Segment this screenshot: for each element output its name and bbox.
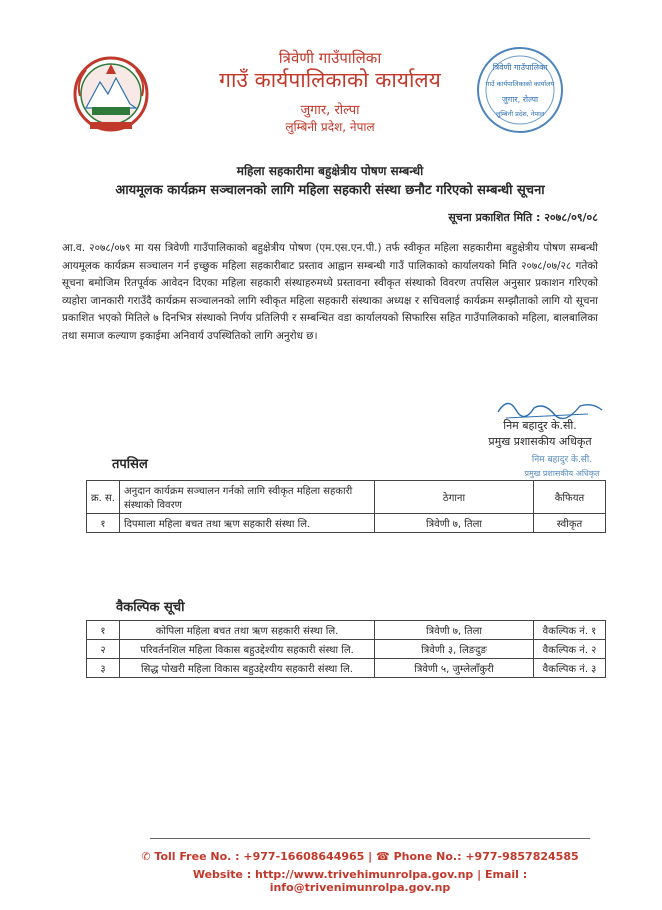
cell-serial: १ (87, 621, 120, 640)
notice-title-line1: महिला सहकारीमा बहुक्षेत्रीय पोषण सम्बन्धी (236, 164, 424, 178)
table-row (87, 514, 606, 533)
phone-number[interactable]: +977-9857824585 (465, 850, 579, 863)
website-label: Website : (192, 868, 252, 881)
sig-stamp-title: प्रमुख प्रशासकीय अधिकृत (524, 469, 600, 478)
table-row (87, 621, 606, 640)
notice-title-line2: आयमूलक कार्यक्रम सञ्चालनको लागि महिला सहकारी संस्था छनौट गरिएको सम्बन्धी सूचना (115, 183, 545, 198)
table-row (87, 659, 606, 678)
tollfree-label: Toll Free No. : (154, 850, 240, 863)
published-date: सूचना प्रकाशित मिति : २०७८/०९/०८ (448, 211, 598, 224)
cell-remarks: वैकल्पिक नं. ३ (534, 659, 606, 678)
website-link[interactable]: http://www.trivehimunrolpa.gov.np (255, 868, 474, 881)
header-remarks: कैफियत (534, 481, 606, 514)
email-link[interactable]: info@trivenimunrolpa.gov.np (269, 881, 451, 894)
cell-serial: १ (87, 514, 120, 533)
sig-stamp-name: निम बहादुर के.सी. (531, 455, 593, 465)
cell-remarks: वैकल्पिक नं. २ (534, 640, 606, 659)
approved-table (86, 480, 606, 533)
cell-coop-name: सिद्ध पोखरी महिला विकास बहुउद्देश्यीय सहकारी संस्था लि. (120, 659, 375, 678)
office-stamp (470, 40, 570, 140)
footer-divider (150, 838, 590, 839)
cell-address: त्रिवेणी ५, जुम्लेलाँकुरी (375, 659, 534, 678)
cell-serial: ३ (87, 659, 120, 678)
footer-web-line: Website : http://www.trivehimunrolpa.gov.np | Email : info@trivenimunrolpa.gov.np (192, 868, 528, 894)
cell-address: त्रिवेणी ७, तिला (375, 621, 534, 640)
stamp-text-office: गाउँ कार्यपालिकाको कार्यालय (485, 80, 555, 88)
office-address: जुगार, रोल्पा (300, 103, 360, 118)
signature-stamp (502, 448, 622, 484)
cell-coop-name: दिपमाला महिला बचत तथा ऋण सहकारी संस्था लि. (120, 514, 375, 533)
cell-remarks: वैकल्पिक नं. १ (534, 621, 606, 640)
signatory-title: प्रमुख प्रशासकीय अधिकृत (488, 435, 592, 448)
email-label: Email : (484, 868, 528, 881)
table-row (87, 640, 606, 659)
notice-body: आ.व. २०७८/०७९ मा यस त्रिवेणी गाउँपालिकाको बहुक्षेत्रीय पोषण (एम.एस.एन.पी.) तर्फ स्वीकृत महिला सहकारीमा बहुक्षेत्रीय पोषण सम्बन्धी आयमूलक कार्यक्रम सञ्चालन गर्न इच्छुक महिला सहकारीबाट प्रस्ताव आह्वान सम्बन्धी गाउँ पालिकाको कार्यालयको मिति २०७८/०७/२८ गतेको सूचना बमोजिम रितपूर्वक आवेदन दिएका महिला सहकारी संस्थाहरुमध्ये प्रस्तावना स्वीकृत संस्थाको विवरण तपसिल अनुसार प्रकाशन गरिएको व्यहोरा जानकारी गराउँदै कार्यक्रम सञ्चालनको लागि स्वीकृत महिला सहकारी संस्थाका अध्यक्ष र सचिवलाई कार्यक्रम सम्झौताको लागि यो सूचना प्रकाशित भएको मितिले ७ दिनभित्र संस्थाको निर्णय प्रतिलिपी र सम्बन्धित वडा कार्यालयको सिफारिस सहित गाउँपालिकाको महिला, बालबालिका तथा समाज कल्याण इकाईमा अनिवार्य उपस्थितिको लागि अनुरोध छ। (62, 242, 598, 342)
phone-icon: ☎ (376, 850, 390, 863)
cell-coop-name: कोपिला महिला बचत तथा ऋण सहकारी संस्था लि. (120, 621, 375, 640)
office-province: लुम्बिनी प्रदेश, नेपाल (285, 120, 375, 134)
alternate-heading: वैकल्पिक सूची (116, 600, 185, 615)
cell-address: त्रिवेणी ७, तिला (375, 514, 534, 533)
tollfree-icon: ✆ (141, 850, 151, 863)
header-serial: क्र. स. (87, 481, 120, 514)
tollfree-number[interactable]: +977-16608644965 (243, 850, 365, 863)
stamp-text-province: लुम्बिनी प्रदेश, नेपाल (495, 110, 545, 118)
header-coop-name: अनुदान कार्यक्रम सञ्चालन गर्नको लागि स्वीकृत महिला सहकारी संस्थाको विवरण (120, 481, 375, 514)
stamp-text-org: त्रिवेणी गाउँपालिका (492, 63, 548, 72)
header-address: ठेगाना (375, 481, 534, 514)
org-name: त्रिवेणी गाउँपालिका (278, 49, 382, 67)
cell-coop-name: परिवर्तनशिल महिला विकास बहुउद्देश्यीय सहकारी संस्था लि. (120, 640, 375, 659)
signatory-name: निम बहादुर के.सी. (503, 419, 577, 432)
stamp-text-address: जुगार, रोल्पा (501, 95, 539, 104)
cell-remarks: स्वीकृत (534, 514, 606, 533)
approved-heading: तपसिल (112, 457, 148, 472)
footer-phone-line: ✆ Toll Free No. : +977-16608644965 | ☎ Phone No.: +977-9857824585 (141, 850, 579, 863)
cell-address: त्रिवेणी ३, लिङदुङ (375, 640, 534, 659)
alternate-table (86, 620, 606, 678)
nepal-emblem-icon (70, 52, 152, 136)
office-name: गाउँ कार्यपालिकाको कार्यालय (219, 68, 441, 92)
table-header-row (87, 481, 606, 514)
phone-label: Phone No.: (393, 850, 462, 863)
cell-serial: २ (87, 640, 120, 659)
